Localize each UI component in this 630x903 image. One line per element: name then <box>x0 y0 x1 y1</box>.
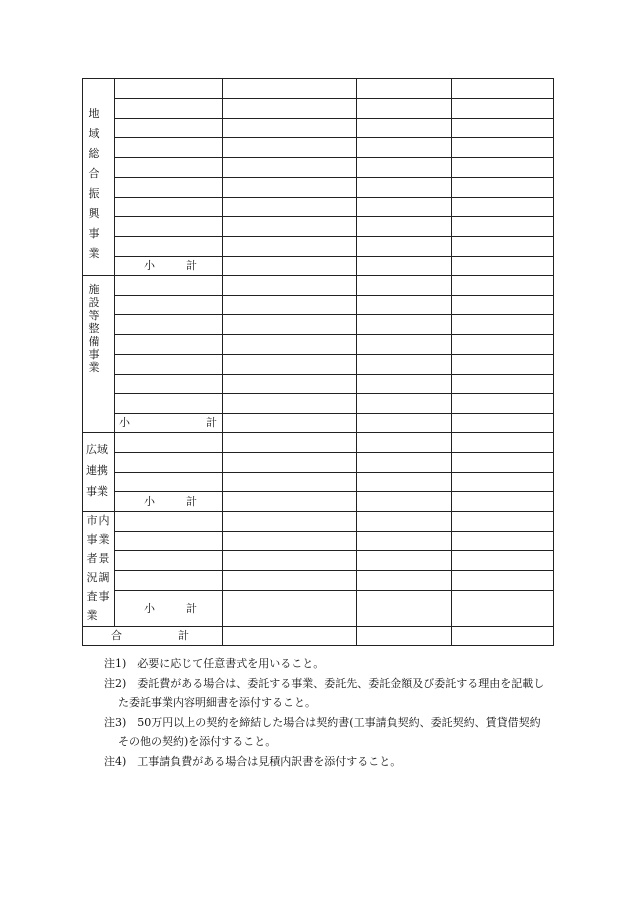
note-2-cont: た委託事業内容明細書を添付すること。 <box>118 696 316 709</box>
note-4: 注4) 工事請負費がある場合は見積内訳書を添付すること。 <box>104 755 402 768</box>
row-rule <box>114 295 553 296</box>
label-char: 調 <box>98 571 110 584</box>
row-rule <box>114 157 553 158</box>
note-3: 注3) 50万円以上の契約を締結した場合は契約書(工事請負契約、委託契約、賃貸借契約 <box>104 716 541 729</box>
column-rule <box>222 78 223 645</box>
column-rule <box>356 78 357 645</box>
label-char: 振 <box>88 187 100 200</box>
row-rule <box>114 393 553 394</box>
section-rule <box>82 511 553 512</box>
subtotal-label-shinai: 小 <box>144 602 155 615</box>
label-char: 域 <box>88 127 100 140</box>
label-char: 況 <box>86 571 98 584</box>
row-rule <box>114 472 553 473</box>
row-rule <box>114 216 553 217</box>
note-1: 注1) 必要に応じて任意書式を用いること。 <box>104 657 325 670</box>
subtotal-label-shisetsu: 小 <box>119 416 130 429</box>
label-char: 業 <box>88 247 100 260</box>
row-rule <box>114 374 553 375</box>
label-char: 施 <box>88 283 100 296</box>
subtotal-label-kouiki-2: 計 <box>186 495 197 508</box>
label-char: 事 <box>86 533 98 546</box>
label-char: 業 <box>88 361 100 374</box>
row-rule <box>114 236 553 237</box>
label-char: 者 <box>86 552 98 565</box>
label-char: 業 <box>86 609 98 622</box>
row-rule <box>114 197 553 198</box>
section-label-chiiki <box>87 108 101 259</box>
subtotal-label-chiiki-2: 計 <box>186 259 197 272</box>
row-rule <box>114 590 553 591</box>
section-label-shinai-col1 <box>86 515 98 621</box>
column-rule <box>451 78 452 645</box>
grand-total-label-2: 計 <box>178 629 189 642</box>
section-label-shinai-col2 <box>98 515 110 602</box>
label-char: 事 <box>88 227 100 240</box>
note-2: 注2) 委託費がある場合は、委託する事業、委託先、委託金額及び委託する理由を記載し <box>104 677 545 690</box>
row-rule <box>114 314 553 315</box>
label-char: 査 <box>86 590 98 603</box>
budget-table <box>82 78 554 646</box>
note-3-cont: その他の契約)を添付すること。 <box>118 735 277 748</box>
row-rule <box>114 491 553 492</box>
row-rule <box>114 452 553 453</box>
section-rule <box>82 432 553 433</box>
label-char: 業 <box>98 533 110 546</box>
label-char: 等 <box>88 309 100 322</box>
subtotal-label-chiiki <box>144 260 155 271</box>
label-char: 事 <box>88 348 100 361</box>
label-char: 興 <box>88 207 100 220</box>
label-char: 事 <box>98 590 110 603</box>
row-rule <box>114 354 553 355</box>
label-char: 地 <box>88 107 100 120</box>
label-line: 事業 <box>86 485 108 498</box>
grand-total-rule <box>82 626 553 627</box>
label-char: 市 <box>86 514 98 527</box>
row-rule <box>114 256 553 257</box>
label-column-rule <box>114 78 115 626</box>
row-rule <box>114 334 553 335</box>
label-char: 総 <box>88 147 100 160</box>
section-rule <box>82 275 553 276</box>
row-rule <box>114 177 553 178</box>
row-rule <box>114 98 553 99</box>
label-line: 連携 <box>86 464 108 477</box>
row-rule <box>114 531 553 532</box>
section-label-shisetsu <box>87 284 101 373</box>
label-char: 内 <box>98 514 110 527</box>
subtotal-label-kouiki: 小 <box>144 495 155 508</box>
label-char: 合 <box>88 167 100 180</box>
label-char: 設 <box>88 296 100 309</box>
label-char: 景 <box>98 552 110 565</box>
row-rule <box>114 550 553 551</box>
subtotal-label-shisetsu-2: 計 <box>206 416 217 429</box>
row-rule <box>114 137 553 138</box>
subtotal-label-shinai-2: 計 <box>186 602 197 615</box>
row-rule <box>114 413 553 414</box>
grand-total-label: 合 <box>111 629 122 642</box>
section-label-kouiki <box>86 444 108 497</box>
row-rule <box>114 570 553 571</box>
label-char: 備 <box>88 335 100 348</box>
subtotal-char-1: 小 <box>144 259 155 272</box>
row-rule <box>114 118 553 119</box>
label-line: 広域 <box>86 443 108 456</box>
label-char: 整 <box>88 322 100 335</box>
